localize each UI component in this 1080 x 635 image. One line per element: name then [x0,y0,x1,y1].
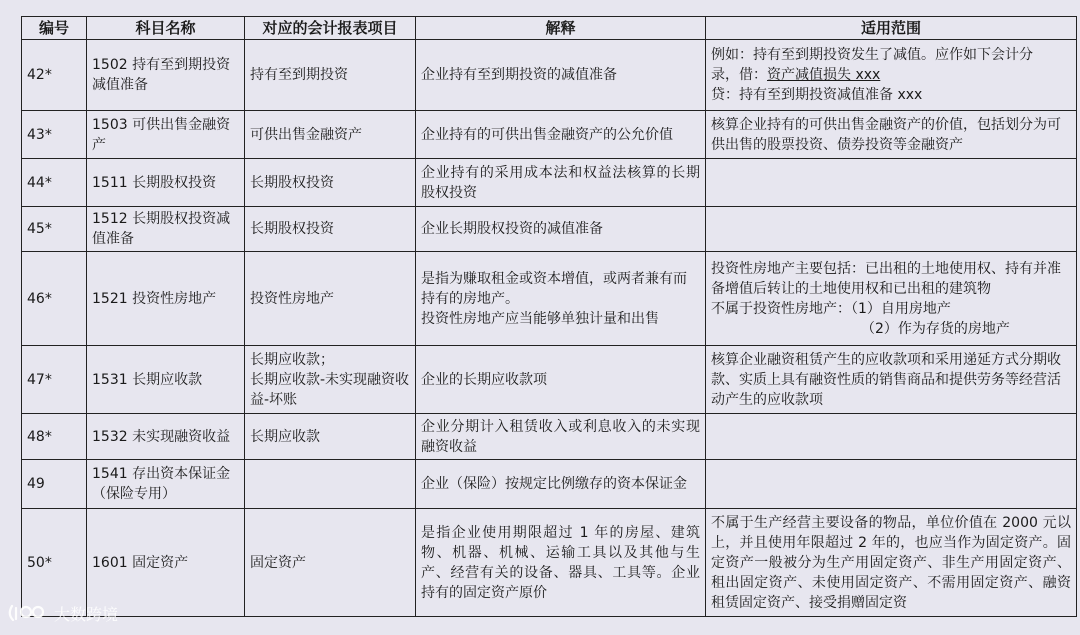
explanation: 企业分期计入租赁收入或利息收入的未实现融资收益 [416,414,706,460]
bigdata-cross-border-logo-icon [8,602,48,624]
header-number: 编号 [22,17,87,40]
table-row [22,346,1077,414]
subject-name: 1532 未实现融资收益 [87,414,245,460]
table-row [22,414,1077,460]
subject-name: 1521 投资性房地产 [87,252,245,346]
report-item [245,460,416,509]
row-number: 42* [22,40,87,111]
table-header-row [22,17,1077,40]
report-item: 长期股权投资 [245,159,416,207]
subject-name: 1512 长期股权投资减值准备 [87,207,245,252]
scope [706,414,1077,460]
subject-name: 1531 长期应收款 [87,346,245,414]
scope-line: 贷：持有至到期投资减值准备 xxx [711,87,923,103]
scope: 核算企业融资租赁产生的应收款项和采用递延方式分期收款、实质上具有融资性质的销售商品和提供劳务等经营活动产生的应收款项 [706,346,1077,414]
explanation: 企业（保险）按规定比例缴存的资本保证金 [416,460,706,509]
table-row [22,40,1077,111]
explanation: 企业持有的可供出售金融资产的公允价值 [416,111,706,159]
report-item: 长期股权投资 [245,207,416,252]
report-item: 投资性房地产 [245,252,416,346]
header-report-item: 对应的会计报表项目 [245,17,416,40]
row-number: 43* [22,111,87,159]
table-row [22,111,1077,159]
row-number: 44* [22,159,87,207]
report-item: 长期应收款 [245,414,416,460]
scope: 核算企业持有的可供出售金融资产的价值，包括划分为可供出售的股票投资、债券投资等金融资产 [706,111,1077,159]
header-scope: 适用范围 [706,17,1077,40]
report-item-line: 长期应收款-未实现融资收益-坏账 [250,371,410,408]
scope-line: 不属于投资性房地产：（1）自用房地产 [711,300,951,317]
table-row [22,509,1077,617]
scope [706,40,1077,111]
subject-name: 1601 固定资产 [87,509,245,617]
scope [706,460,1077,509]
report-item: 固定资产 [245,509,416,617]
report-item-line: 长期应收款； [250,351,334,368]
table-row [22,159,1077,207]
table-row [22,207,1077,252]
accounting-subjects-table [21,16,1077,617]
explanation: 企业的长期应收款项 [416,346,706,414]
table-row [22,252,1077,346]
explanation-line: 是指为赚取租金或资本增值，或两者兼有而持有的房地产。 [421,270,687,307]
explanation: 企业持有的采用成本法和权益法核算的长期股权投资 [416,159,706,207]
scope-line: 投资性房地产主要包括：已出租的土地使用权、持有并准备增值后转让的土地使用权和已出租的建筑物 [711,260,1061,297]
scope-line-underlined: 资产减值损失 xxx [767,67,881,83]
subject-name: 1502 持有至到期投资减值准备 [87,40,245,111]
scope [706,207,1077,252]
explanation-line: 投资性房地产应当能够单独计量和出售 [421,310,659,327]
subject-name: 1503 可供出售金融资产 [87,111,245,159]
report-item: 持有至到期投资 [245,40,416,111]
row-number: 48* [22,414,87,460]
scope [706,159,1077,207]
row-number: 46* [22,252,87,346]
header-explanation: 解释 [416,17,706,40]
explanation [416,252,706,346]
explanation: 是指企业使用期限超过 1 年的房屋、建筑物、机器、机械、运输工具以及其他与生产、经营有关的设备、器具、工具等。企业持有的固定资产原价 [416,509,706,617]
row-number: 49 [22,460,87,509]
scope-line: 例如：持有至到期投资发生了减值。应作如下会计分 [711,47,1033,63]
scope-line [711,65,1071,85]
row-number: 50* [22,509,87,617]
header-subject-name: 科目名称 [87,17,245,40]
watermark-text: 大数跨境 [54,604,119,624]
scope: 不属于生产经营主要设备的物品，单位价值在 2000 元以上，并且使用年限超过 2 年的，也应当作为固定资产。固定资产一般被分为生产用固定资产、非生产用固定资产、租出固定资产、未使用固定资产、不需用固定资产、融资租赁固定资产、接受捐赠固定资 [706,509,1077,617]
row-number: 47* [22,346,87,414]
scope-line-text: 录，借： [711,67,767,83]
explanation: 企业持有至到期投资的减值准备 [416,40,706,111]
scope [706,252,1077,346]
watermark [8,600,118,626]
row-number: 45* [22,207,87,252]
explanation: 企业长期股权投资的减值准备 [416,207,706,252]
report-item [245,346,416,414]
subject-name: 1511 长期股权投资 [87,159,245,207]
table-row [22,460,1077,509]
report-item: 可供出售金融资产 [245,111,416,159]
subject-name: 1541 存出资本保证金（保险专用） [87,460,245,509]
scope-line: （2）作为存货的房地产 [861,320,1010,337]
